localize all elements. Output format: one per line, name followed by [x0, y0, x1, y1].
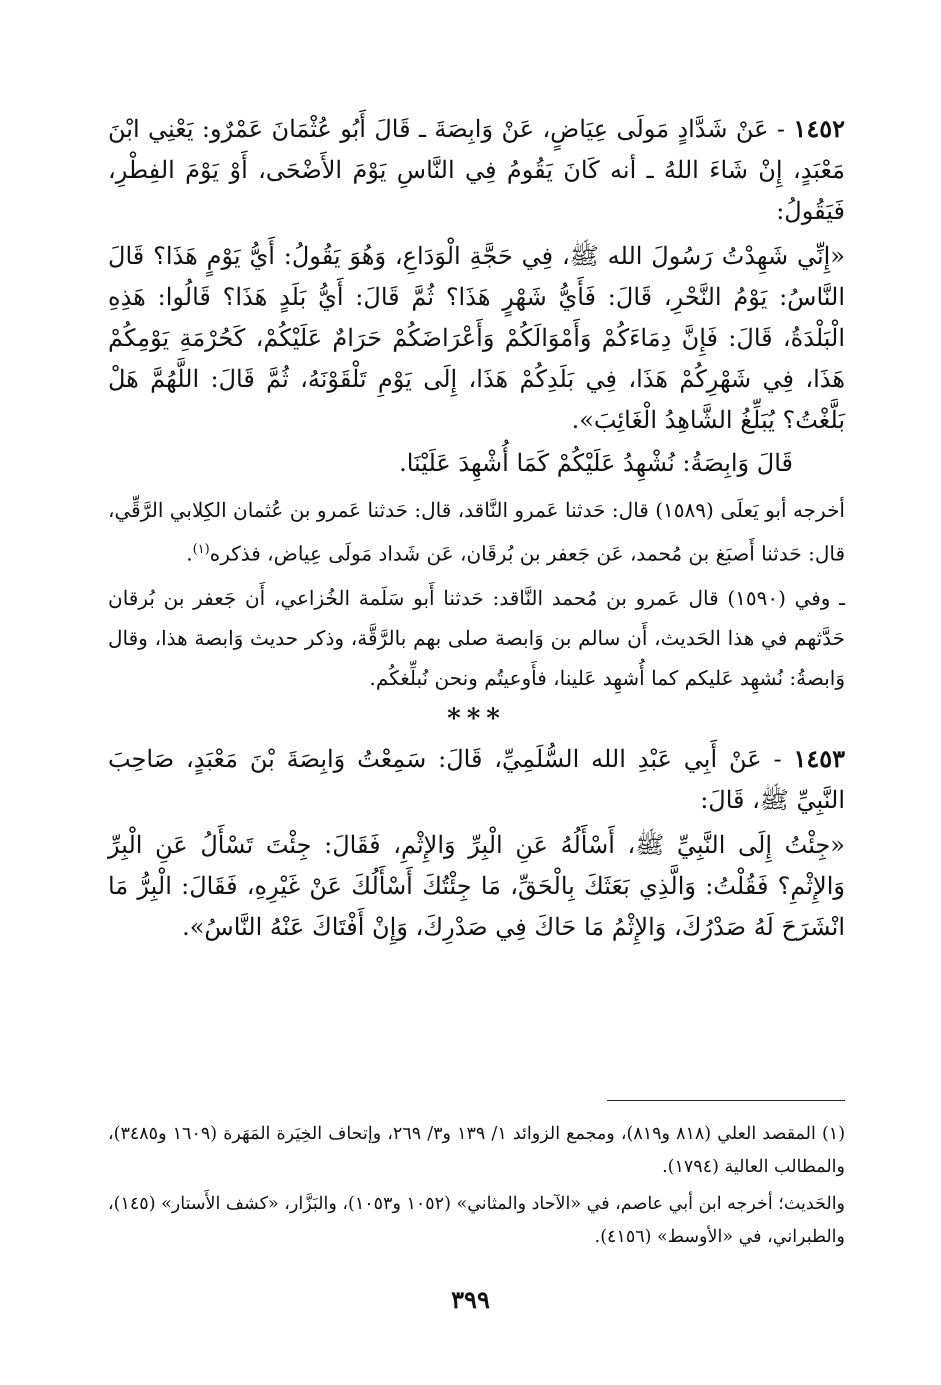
footnotes: [108, 1118, 845, 1254]
hadith-1452-source-end: .: [186, 541, 193, 566]
section-separator: ***: [447, 703, 506, 734]
hadith-1452-number: ١٤٥٢: [793, 114, 845, 143]
footnote-2: والحَديث؛ أخرجه ابن أبي عاصم، في «الآحاد والمثاني» (١٠٥٢ و١٠٥٣)، والبَزَّار، «كشف الأَستار» (١٤٥)، والطبراني، في «الأوسط» (٤١٥٦).: [108, 1194, 846, 1247]
hadith-1453-number: ١٤٥٣: [793, 743, 846, 773]
hadith-1452-text: «إِنِّي شَهِدْتُ رَسُولَ الله ﷺ، فِي حَجَّةِ الْوَدَاعِ، وَهُوَ يَقُولُ: أَيُّ يَوْمٍ هَذَا؟ قَالَ النَّاسُ: يَوْمُ النَّحْرِ، قَالَ: فَأَيُّ شَهْرٍ هَذَا؟ ثُمَّ قَالَ: أَيُّ بَلَدٍ هَذَا؟ قَالُوا: هَذِهِ الْبَلْدَةُ، قَالَ: فَإِنَّ دِمَاءَكُمْ وَأَمْوَالَكُمْ وَأَعْرَاضَكُمْ حَرَامٌ عَلَيْكُمْ، كَحُرْمَةِ يَوْمِكُمْ هَذَا، فِي شَهْرِكُمْ هَذَا، فِي بَلَدِكُمْ هَذَا، إِلَى يَوْمِ تَلْقَوْنَهُ، ثُمَّ قَالَ: اللَّهُمَّ هَلْ بَلَّغْتُ؟ يُبَلِّغُ الشَّاهِدُ الْغَائِبَ».: [108, 242, 846, 434]
page-number: ٣٩٩: [451, 1285, 490, 1314]
hadith-1452-source-text: أخرجه أبو يَعلَى (١٥٨٩) قال: حَدثنا عَمرو النَّاقد، قال: حَدثنا عَمرو بن عُثمان الكِلابي الرَّقِّي، قال: حَدثنا أَصبَغ بن مُحمد، عَن جَعفر بن بُرقَان، عَن شَداد مَولَى عِياض، فذكره: [108, 498, 845, 566]
hadith-1452-intro-text: - عَنْ شَدَّادٍ مَولَى عِيَاضٍ، عَنْ وَابِصَةَ ـ قَالَ أَبُو عُثْمَانَ عَمْرٌو: يَعْنِي ابْنَ مَعْبَدٍ، إِنْ شَاءَ اللهُ ـ أنه كَانَ يَقُومُ فِي النَّاسِ يَوْمَ الأَضْحَى، أَوْ يَوْمَ الفِطْرِ، فَيَقُولُ:: [108, 115, 845, 225]
hadith-1452-source: [108, 490, 845, 574]
footnote-1: (١) المقصد العلي (٨١٨ و٨١٩)، ومجمع الزوائد ١/ ١٣٩ و٣/ ٢٦٩، وإتحاف الخِيَرة المَهَرة (١٦٠٩ و٣٤٨٥)، والمطالب العالية (١٧٩٤).: [108, 1124, 846, 1177]
hadith-1452-intro: [108, 108, 845, 232]
hadith-1453-intro: [108, 738, 845, 821]
hadith-1453-intro-text: - عَنْ أَبِي عَبْدِ الله السُّلَمِيِّ، قَالَ: سَمِعْتُ وَابِصَةَ بْنَ مَعْبَدٍ، صَاحِبَ النَّبِيِّ ﷺ، قَالَ:: [108, 744, 845, 814]
wabisa-statement: قَالَ وَابِصَةُ: نُشْهِدُ عَلَيْكُمْ كَمَا أُشْهِدَ عَلَيْنَا.: [399, 449, 793, 477]
footnote-ref[interactable]: (١): [192, 542, 210, 557]
hadith-1452-source-2: ـ وفي (١٥٩٠) قال عَمرو بن مُحمد النَّاقد: حَدثنا أَبو سَلَمة الخُزاعي، أَن جَعفر بن بُرقان حَدَّثهم في هذا الحَديث، أَن سالم بن وَابصة صلى بهم بالرَّقَّة، وذكر حديث وَابصة هذا، وقال وَابصةُ: نُشهِد عَليكم كما أُشهِد عَلينا، فأَوعيتُم ونحن نُبلِّغكُم.: [108, 585, 846, 690]
footnote-divider: [607, 1100, 845, 1101]
hadith-1453-text: «جِئْتُ إِلَى النَّبِيِّ ﷺ، أَسْأَلُهُ عَنِ الْبِرِّ وَالإِثْمِ، فَقَالَ: جِئْتَ تَسْأَلُ عَنِ الْبِرِّ وَالإِثْمِ؟ فَقُلْتُ: وَالَّذِي بَعَثَكَ بِالْحَقِّ، مَا جِئْتُكَ أَسْأَلُكَ عَنْ غَيْرِهِ، فَقَالَ: الْبِرُّ مَا انْشَرَحَ لَهُ صَدْرُكَ، وَالإِثْمُ مَا حَاكَ فِي صَدْرِكَ، وَإِنْ أَفْتَاكَ عَنْهُ النَّاسُ».: [108, 830, 845, 941]
page-body: [108, 108, 845, 948]
